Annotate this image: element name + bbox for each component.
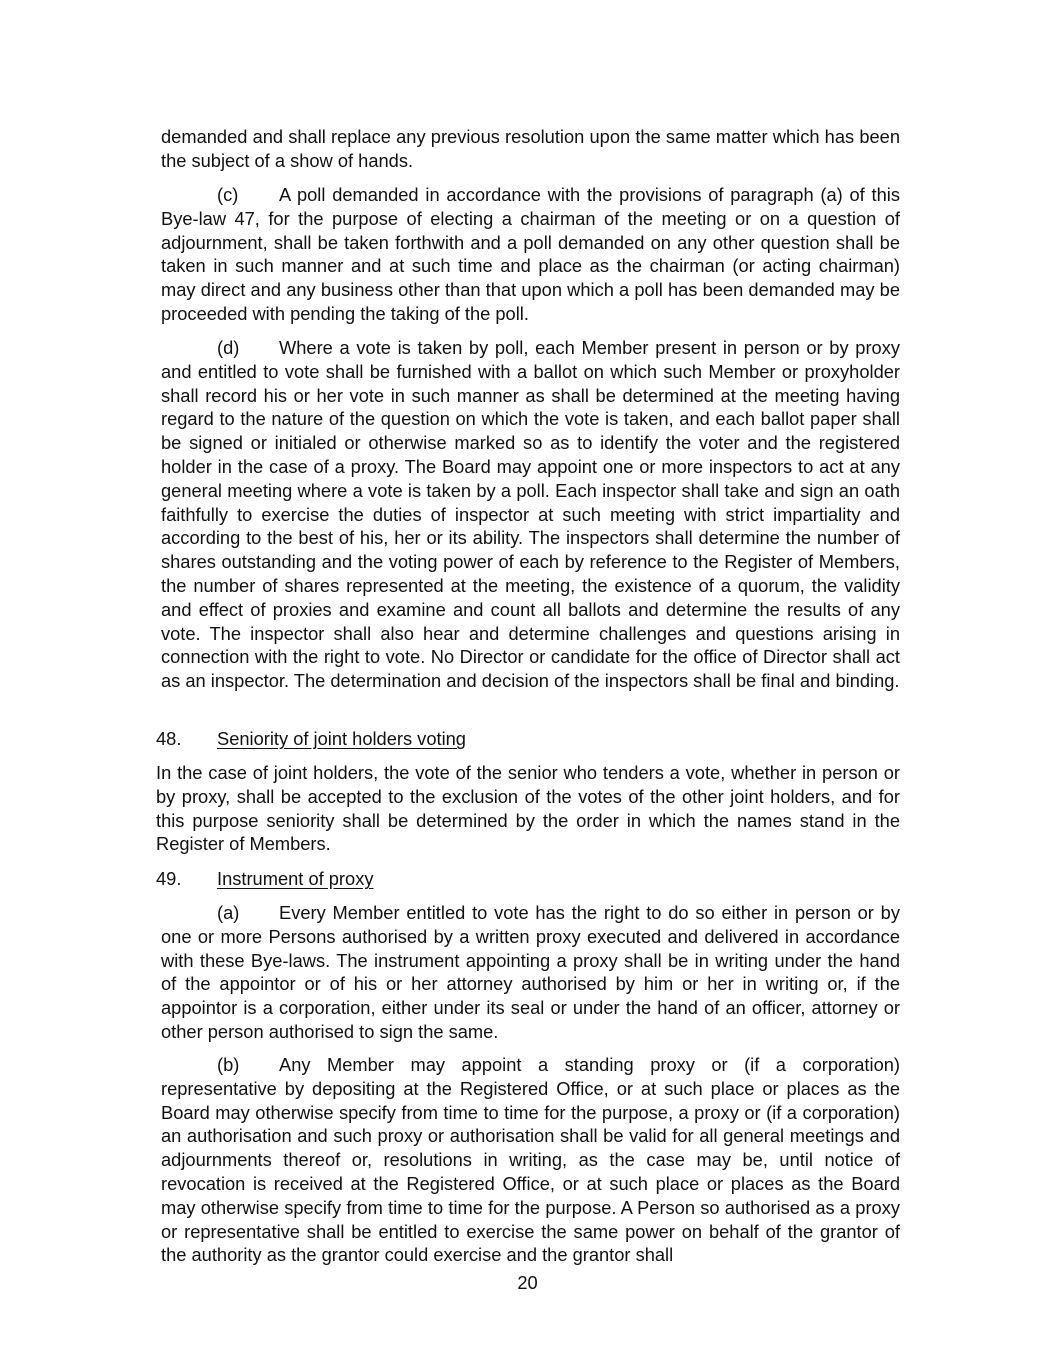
section-48-title: Seniority of joint holders voting bbox=[217, 728, 466, 749]
section-48-heading bbox=[156, 727, 466, 751]
paragraph-c-text: A poll demanded in accordance with the provisions of paragraph (a) of this Bye-law 47, for the purpose of electing a chairman of the meeting or on a question of adjournment, shall be taken forthwith and a poll demanded on any other question shall be taken in such manner and at such time and place as the chairman (or acting chairman) may direct and any business other than that upon which a poll has been demanded may be proceeded with pending the taking of the poll. bbox=[161, 184, 900, 324]
section-49-paragraph-b bbox=[161, 1053, 900, 1267]
continuation-paragraph: demanded and shall replace any previous resolution upon the same matter which has been the subject of a show of hands. bbox=[161, 126, 900, 171]
section-49-paragraph-b-label: (b) bbox=[217, 1054, 240, 1075]
paragraph-d-label: (d) bbox=[217, 337, 240, 358]
page-number: 20 bbox=[517, 1272, 538, 1293]
section-49-number: 49. bbox=[156, 868, 182, 889]
paragraph-d-text: Where a vote is taken by poll, each Member present in person or by proxy and entitled to vote shall be furnished with a ballot on which such Member or proxyholder shall record his or her vote in such manner as shall be determined at the meeting having regard to the nature of the question on which the vote is taken, and each ballot paper shall be signed or initialed or otherwise marked so as to identify the voter and the registered holder in the case of a proxy. The Board may appoint one or more inspectors to act at any general meeting where a vote is taken by a poll. Each inspector shall take and sign an oath faithfully to exercise the duties of inspector at such meeting with strict impartiality and according to the best of his, her or its ability. The inspectors shall determine the number of shares outstanding and the voting power of each by reference to the Register of Members, the number of shares represented at the meeting, the existence of a quorum, the validity and effect of proxies and examine and count all ballots and determine the results of any vote. The inspector shall also hear and determine challenges and questions arising in connection with the right to vote. No Director or candidate for the office of Director shall act as an inspector. The determination and decision of the inspectors shall be final and binding. bbox=[161, 337, 900, 692]
section-49-paragraph-b-text: Any Member may appoint a standing proxy or (if a corporation) representative by depositing at the Registered Office, or at such place or places as the Board may otherwise specify from time to time for the purpose, a proxy or (if a corporation) an authorisation and such proxy or authorisation shall be valid for all general meetings and adjournments thereof or, resolutions in writing, as the case may be, until notice of revocation is received at the Registered Office, or at such place or places as the Board may otherwise specify from time to time for the purpose. A Person so authorised as a proxy or representative shall be entitled to exercise the same power on behalf of the grantor of the authority as the grantor could exercise and the grantor shall bbox=[161, 1054, 900, 1266]
section-48-number: 48. bbox=[156, 728, 182, 749]
paragraph-c-label: (c) bbox=[217, 184, 239, 205]
paragraph-c bbox=[161, 183, 900, 326]
section-49-paragraph-a bbox=[161, 901, 900, 1044]
paragraph-d bbox=[161, 336, 900, 693]
section-48-paragraph: In the case of joint holders, the vote of the senior who tenders a vote, whether in person or by proxy, shall be accepted to the exclusion of the votes of the other joint holders, and for this purpose seniority shall be determined by the order in which the names stand in the Register of Members. bbox=[156, 762, 900, 855]
section-49-title: Instrument of proxy bbox=[217, 868, 374, 889]
section-49-paragraph-a-label: (a) bbox=[217, 902, 240, 923]
section-49-heading bbox=[156, 867, 373, 891]
section-49-paragraph-a-text: Every Member entitled to vote has the right to do so either in person or by one or more Persons authorised by a written proxy executed and delivered in accordance with these Bye-laws. The instrument appointing a proxy shall be in writing under the hand of the appointor or of his or her attorney authorised by him or her in writing or, if the appointor is a corporation, either under its seal or under the hand of an officer, attorney or other person authorised to sign the same. bbox=[161, 902, 900, 1042]
